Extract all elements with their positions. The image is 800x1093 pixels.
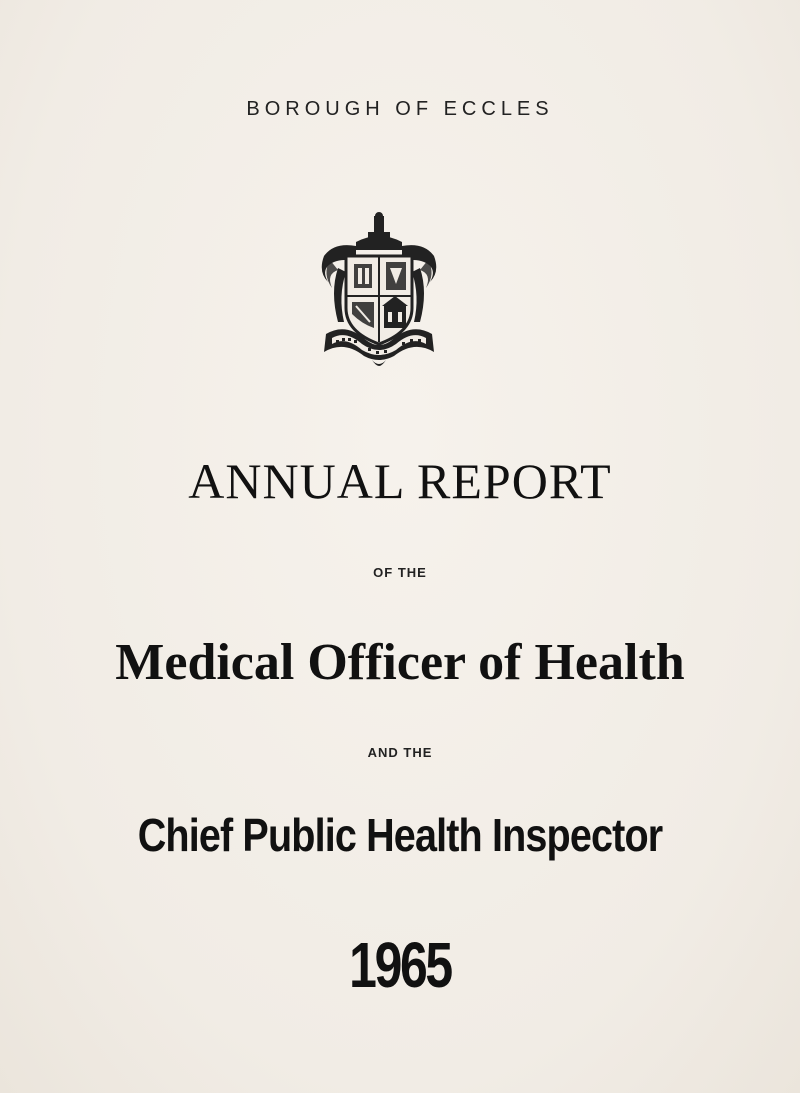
- and-the-connector: AND THE: [367, 745, 433, 760]
- medical-officer-title: Medical Officer of Health: [115, 634, 685, 691]
- borough-heading: BOROUGH OF ECCLES: [246, 98, 554, 120]
- of-the-connector: OF THE: [373, 565, 427, 580]
- annual-report-title: ANNUAL REPORT: [188, 453, 612, 509]
- report-year: 1965: [349, 929, 451, 1001]
- chief-inspector-title: Chief Public Health Inspector: [137, 809, 663, 861]
- borough-coat-of-arms-icon: [316, 212, 442, 372]
